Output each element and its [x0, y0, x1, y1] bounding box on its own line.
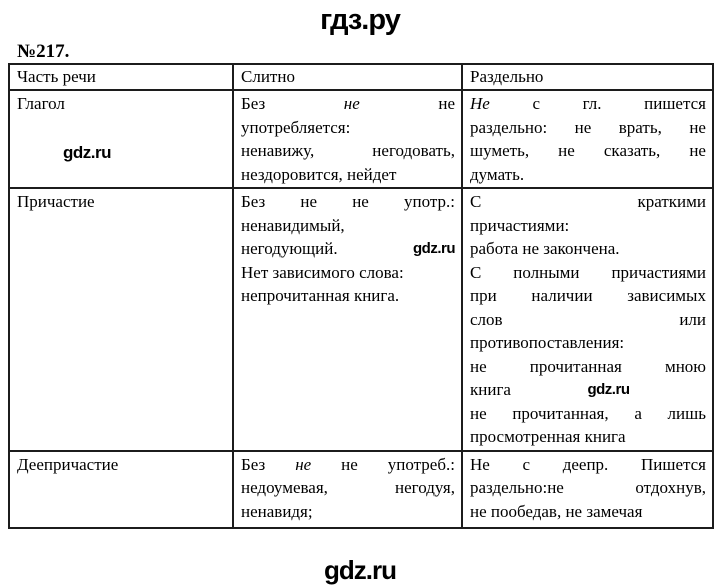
- cell-part-of-speech: [9, 90, 233, 188]
- column-header-part-of-speech: Часть речи: [9, 64, 233, 90]
- slitno-text: Без не не употреб.: недоумевая, негодуя, ненавидя;: [241, 454, 455, 521]
- table-header-row: [9, 64, 713, 90]
- cell-part-of-speech: [9, 451, 233, 528]
- table-row: [9, 451, 713, 528]
- site-watermark-top: гдз.ру: [320, 4, 400, 36]
- site-watermark-bottom: gdz.ru: [324, 554, 396, 585]
- slitno-text: Без не не употр.: ненавидимый, негодующий. gdz.ru Нет зависимого слова: непрочитанная книга.: [241, 192, 455, 305]
- cell-razdelno: [462, 451, 713, 528]
- cell-razdelno: [462, 188, 713, 451]
- razdelno-text: Не с деепр. Пишется раздельно:не отдохнув, не пообедав, не замечая: [470, 454, 706, 521]
- cell-slitno: [233, 188, 462, 451]
- column-header-slitno: Слитно: [233, 64, 462, 90]
- cell-slitno: [233, 451, 462, 528]
- part-of-speech-label: Глагол: [17, 94, 65, 113]
- table-row: [9, 188, 713, 451]
- cell-part-of-speech: [9, 188, 233, 451]
- column-header-razdelno: Раздельно: [462, 64, 713, 90]
- slitno-text: Без не не употребляется: ненавижу, негодовать, нездоровится, нейдет: [241, 94, 455, 184]
- cell-slitno: [233, 90, 462, 188]
- gdz-watermark: gdz.ru: [63, 142, 111, 162]
- gdz-watermark: gdz.ru: [413, 240, 455, 257]
- cell-razdelno: [462, 90, 713, 188]
- table-row: [9, 90, 713, 188]
- razdelno-text: С краткими причастиями: работа не закончена. С полными причастиями при наличии зависимых слов или противопоставления: не прочитанная мною книга gdz.ru не прочитанная, а лишь просмотренная книга: [470, 192, 706, 446]
- part-of-speech-label: Деепричастие: [17, 454, 119, 474]
- razdelno-text: Не с гл. пишется раздельно: не врать, не шуметь, не сказать, не думать.: [470, 94, 706, 184]
- exercise-number: №217.: [17, 41, 70, 62]
- grammar-table: [8, 63, 714, 529]
- part-of-speech-label: Причастие: [17, 192, 95, 211]
- gdz-watermark: gdz.ru: [587, 381, 630, 398]
